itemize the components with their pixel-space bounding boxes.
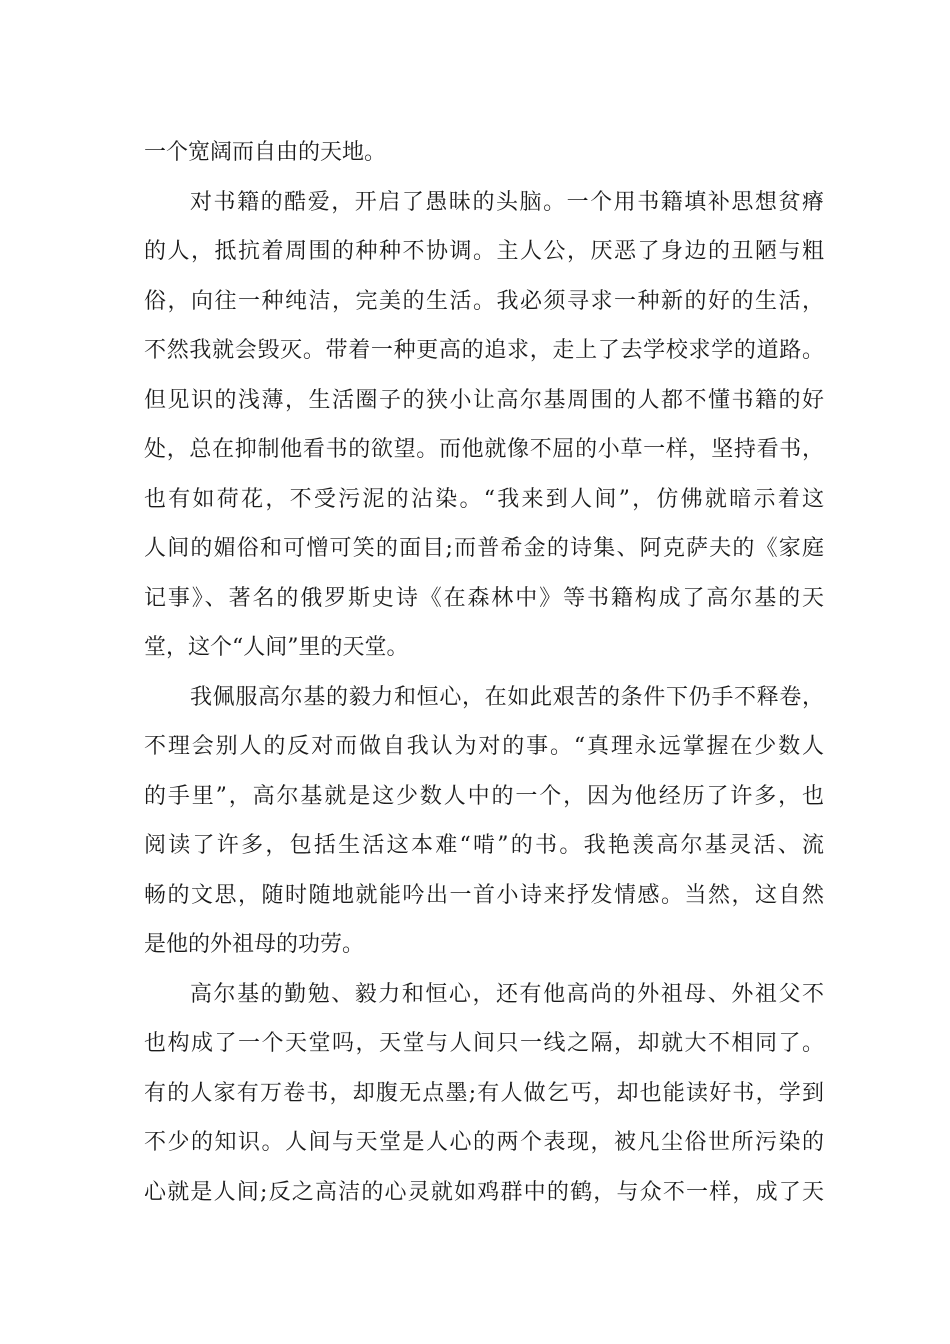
body-text [144, 128, 824, 1217]
text-line: 阅读了许多，包括生活这本难“啃”的书。我艳羡高尔基灵活、流 [144, 833, 824, 858]
text-line: 不然我就会毁灭。带着一种更高的追求，走上了去学校求学的道路。 [144, 338, 824, 363]
text-line: 的人，抵抗着周围的种种不协调。主人公，厌恶了身边的丑陋与粗 [144, 239, 824, 264]
text-line: 的手里”，高尔基就是这少数人中的一个，因为他经历了许多，也 [144, 783, 824, 809]
text-line: 人间的媚俗和可憎可笑的面目;而普希金的诗集、阿克萨夫的《家庭 [144, 536, 824, 561]
text-line: 也构成了一个天堂吗，天堂与人间只一线之隔，却就大不相同了。 [144, 1031, 824, 1056]
text-line: 俗，向往一种纯洁，完美的生活。我必须寻求一种新的好的生活， [144, 288, 824, 314]
text-line: 不少的知识。人间与天堂是人心的两个表现，被凡尘俗世所污染的 [144, 1130, 824, 1155]
text-line: 但见识的浅薄，生活圈子的狭小让高尔基周围的人都不懂书籍的好 [144, 387, 824, 413]
text-line: 处，总在抑制他看书的欲望。而他就像不屈的小草一样，坚持看书， [144, 437, 824, 462]
text-line: 畅的文思，随时随地就能吟出一首小诗来抒发情感。当然，这自然 [144, 882, 824, 908]
text-line: 高尔基的勤勉、毅力和恒心，还有他高尚的外祖母、外祖父不 [190, 981, 824, 1007]
text-line: 不理会别人的反对而做自我认为对的事。“真理永远掌握在少数人 [144, 734, 824, 759]
text-line: 有的人家有万卷书，却腹无点墨;有人做乞丐，却也能读好书，学到 [144, 1080, 824, 1106]
text-line: 堂，这个“人间”里的天堂。 [144, 635, 409, 660]
text-line: 也有如荷花，不受污泥的沾染。“我来到人间”，仿佛就暗示着这 [144, 486, 824, 512]
text-line: 我佩服高尔基的毅力和恒心，在如此艰苦的条件下仍手不释卷， [190, 684, 824, 710]
text-line: 对书籍的酷爱，开启了愚昧的头脑。一个用书籍填补思想贫瘠 [190, 189, 824, 215]
text-line: 记事》、著名的俄罗斯史诗《在森林中》等书籍构成了高尔基的天 [144, 585, 824, 611]
text-line: 心就是人间;反之高洁的心灵就如鸡群中的鹤，与众不一样，成了天 [144, 1179, 824, 1205]
text-line: 一个宽阔而自由的天地。 [144, 140, 387, 165]
text-line: 是他的外祖母的功劳。 [144, 932, 365, 957]
